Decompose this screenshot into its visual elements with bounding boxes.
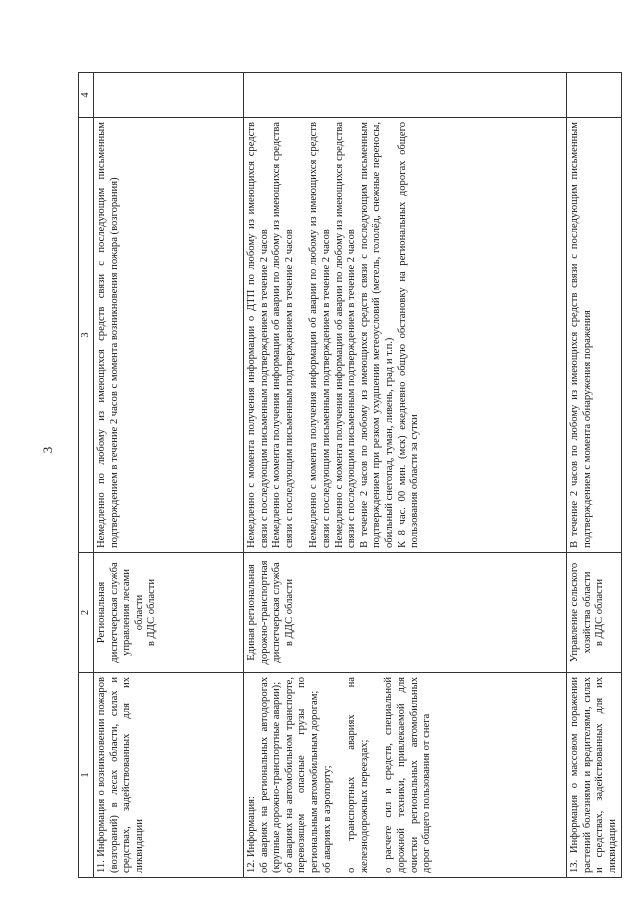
- destination-text: в ДДС области: [594, 578, 606, 647]
- row-12-info-cell: [244, 673, 567, 878]
- header-cell-4: 4: [79, 73, 94, 118]
- info-text: об авариях в аэропорту;: [321, 765, 333, 873]
- row-13-timing-cell: [567, 118, 622, 553]
- destination-text: в ДДС области: [146, 578, 158, 647]
- timing-text: К 8 час. 00 мин. (мск) ежедневно общую обстановку на региональных дорогах общего пользования области за сутки: [396, 122, 421, 548]
- row-13-note-cell: [567, 73, 622, 118]
- rotated-table-wrapper: [78, 73, 618, 878]
- info-text: об авариях на автомобильном транспорте, перевозящем опасные грузы по региональным автомобильным дорогам;: [283, 677, 320, 873]
- info-text: 13. Информация о массовом поражении растений болезнями и вредителями, силах и средствах, задействованных для их ликвидации: [569, 677, 618, 873]
- info-text: о транспортных авариях на железнодорожных переездах;: [346, 677, 370, 873]
- timing-text: В течение 2 часов по любому из имеющихся средств связи с последующим письменным подтверждением с момента обнаружения поражения: [569, 122, 593, 548]
- row-13-source-cell: [567, 553, 622, 673]
- header-cell-3: 3: [79, 118, 94, 553]
- info-text: 11. Информация о возникновении пожаров (возгораний) в лесах области, силах и средствах, задействованных для их ликвидации: [96, 677, 145, 873]
- table-row: [94, 73, 244, 878]
- timing-text: Немедленно с момента получения информации об аварии по любому из имеющихся средства связи с последующим письменным подтверждением в течение 2 часов: [333, 122, 358, 548]
- destination-text: в ДДС области: [283, 578, 295, 647]
- table-row: [244, 73, 567, 878]
- source-text: Региональная диспетчерская служба управления лесами области: [96, 562, 145, 663]
- table-row: [567, 73, 622, 878]
- header-cell-1: 1: [79, 673, 94, 878]
- timing-text: Немедленно по любому из имеющихся средств связи с последующим письменным подтверждением в течение 2 часов с момента возникновения пожара (возгорания): [96, 122, 120, 548]
- row-12-source-cell: [244, 553, 567, 673]
- timing-text: В течение 2 часов по любому из имеющихся средств связи с последующим письменным подтверждением при резком ухудшении метеоусловий (метель, гололёд, снежные переносы, обильный снегопад, туман, ливень, град и т.п.): [358, 122, 395, 548]
- timing-text: Немедленно с момента получения информации об аварии по любому из имеющихся средств связи с последующим письменным подтверждением в течение 2 часов: [308, 122, 332, 548]
- info-text: о расчете сил и средств, специальной дорожной техники, привлекаемой для очистки региональных автомобильных дорог общего пользования от снега: [383, 677, 433, 873]
- reporting-table: [78, 72, 622, 878]
- row-11-source-cell: [94, 553, 244, 673]
- timing-text: Немедленно с момента получения информации об аварии по любому из имеющихся средства связи с последующим письменным подтверждением в течение 2 часов: [271, 122, 295, 548]
- header-row: [79, 73, 94, 878]
- page-number: 3: [40, 446, 55, 454]
- row-11-timing-cell: [94, 118, 244, 553]
- header-cell-2: 2: [79, 553, 94, 673]
- source-text: Управление сельского хозяйства области: [569, 562, 593, 663]
- row-12-timing-cell: [244, 118, 567, 553]
- info-text: 12. Информация:: [246, 796, 257, 873]
- row-11-note-cell: [94, 73, 244, 118]
- info-text: об авариях на региональных автодорогах (крупные дорожно-транспортные аварии);: [258, 677, 283, 873]
- row-13-info-cell: [567, 673, 622, 878]
- row-12-note-cell: [244, 73, 567, 118]
- row-11-info-cell: [94, 673, 244, 878]
- source-text: Единая региональная дорожно-транспортная диспетчерская служба: [246, 560, 283, 665]
- timing-text: Немедленно с момента получения информации о ДТП по любому из имеющихся средств связи с последующим письменным подтверждением в течение 2 часов: [246, 122, 270, 548]
